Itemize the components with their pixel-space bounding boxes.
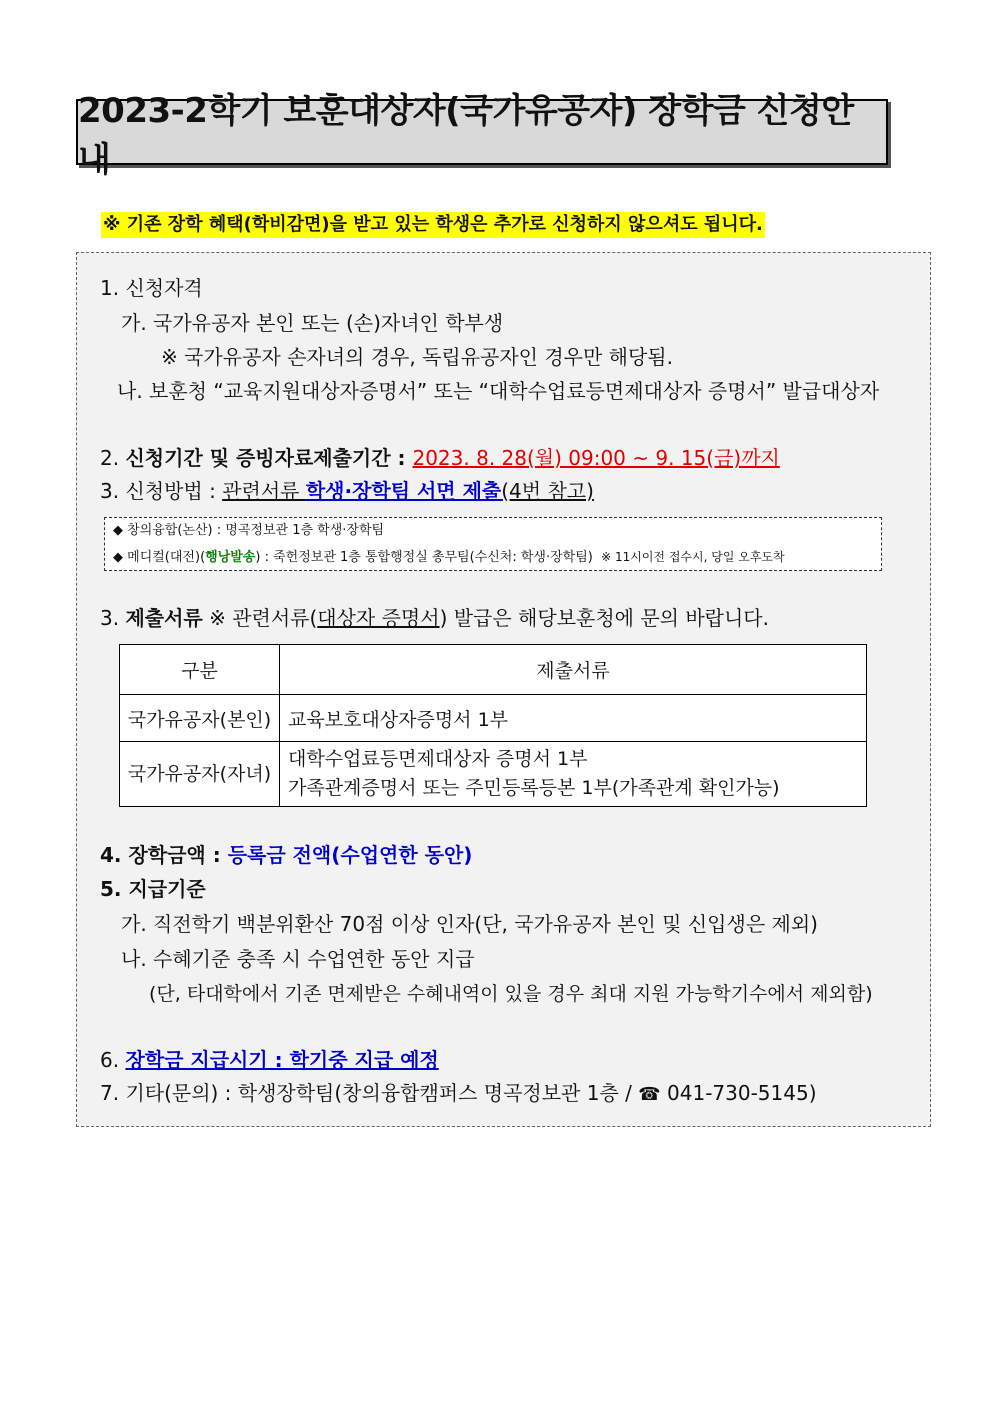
contact-text: 7. 기타(문의) : 학생장학팀(창의융합캠퍼스 명곡정보관 1층 / bbox=[100, 1081, 639, 1105]
table-cell-category: 국가유공자(본인) bbox=[120, 695, 280, 742]
period-value: 2023. 8. 28(월) 09:00 ~ 9. 15(금)까지 bbox=[412, 446, 780, 470]
criteria-item-a: 가. 직전학기 백분위환산 70점 이상 인자(단, 국가유공자 본인 및 신입생은 제외) bbox=[121, 912, 818, 936]
period-label: 신청기간 및 증빙자료제출기간 bbox=[125, 446, 391, 470]
table-cell-doc-line: 대학수업료등면제대상자 증명서 1부 bbox=[288, 748, 588, 770]
documents-note-pre: ※ 관련서류( bbox=[202, 606, 318, 630]
content-box bbox=[76, 252, 931, 1127]
documents-line bbox=[100, 604, 769, 632]
amount-line bbox=[100, 841, 472, 869]
documents-label: 제출서류 bbox=[125, 606, 203, 630]
payment-timing-line bbox=[100, 1046, 439, 1074]
amount-label: 4. 장학금액 : bbox=[100, 843, 228, 867]
criteria-heading: 5. 지급기준 bbox=[100, 877, 206, 901]
documents-table bbox=[119, 644, 867, 807]
criteria-note: (단, 타대학에서 기존 면제받은 수혜내역이 있을 경우 최대 지원 가능학기수에서 제외함) bbox=[149, 983, 873, 1005]
table-cell-documents: 교육보호대상자증명서 1부 bbox=[280, 695, 867, 742]
documents-number: 3. bbox=[100, 606, 126, 630]
table-row bbox=[120, 742, 867, 807]
eligibility-item-a: 가. 국가유공자 본인 또는 (손)자녀인 학부생 bbox=[121, 311, 504, 335]
period-line bbox=[100, 444, 780, 472]
table-cell-documents bbox=[280, 742, 867, 807]
table-header-row bbox=[120, 645, 867, 695]
campus-daejeon-pre: ◆ 메디컬(대전)( bbox=[113, 550, 206, 565]
table-cell-doc-line: 가족관계증명서 또는 주민등록등본 1부(가족관계 확인가능) bbox=[288, 777, 780, 799]
table-cell-category: 국가유공자(자녀) bbox=[120, 742, 280, 807]
campus-daejeon-post: ) : 죽헌정보관 1층 통합행정실 총무팀(수신처: 학생·장학팀) bbox=[255, 550, 593, 565]
table-header-documents: 제출서류 bbox=[280, 645, 867, 695]
notice-banner: ※ 기존 장학 혜택(학비감면)을 받고 있는 학생은 추가로 신청하지 않으셔도 됩니다. bbox=[101, 212, 765, 238]
documents-note-underlined: 대상자 증명서 bbox=[317, 606, 440, 630]
contact-line bbox=[100, 1079, 817, 1109]
page-title: 2023-2학기 보훈대상자(국가유공자) 장학금 신청안내 bbox=[76, 99, 888, 165]
method-docs: 관련서류 bbox=[222, 479, 306, 503]
contact-phone: 041-730-5145) bbox=[660, 1081, 817, 1105]
eligibility-heading: 1. 신청자격 bbox=[100, 276, 203, 300]
table-row bbox=[120, 695, 867, 742]
phone-icon: ☎ bbox=[638, 1084, 661, 1105]
table-header-category: 구분 bbox=[120, 645, 280, 695]
method-prefix: 3. 신청방법 : bbox=[100, 479, 223, 503]
payment-timing-value: 장학금 지급시기 : 학기중 지급 예정 bbox=[125, 1048, 439, 1072]
period-number: 2. bbox=[100, 446, 120, 470]
method-suffix: (4번 참고) bbox=[501, 479, 594, 503]
period-colon: : bbox=[390, 446, 413, 470]
eligibility-note: ※ 국가유공자 손자녀의 경우, 독립유공자인 경우만 해당됨. bbox=[161, 345, 673, 369]
campus-daejeon bbox=[113, 547, 785, 568]
method-line bbox=[100, 477, 594, 505]
documents-note-post: ) 발급은 해당보훈청에 문의 바랍니다. bbox=[439, 606, 769, 630]
amount-value: 등록금 전액(수업연한 동안) bbox=[227, 843, 473, 867]
criteria-item-b: 나. 수혜기준 충족 시 수업연한 동안 지급 bbox=[121, 947, 475, 971]
campus-daejeon-note: ※ 11시이전 접수시, 당일 오후도착 bbox=[601, 550, 785, 564]
campus-info-box bbox=[104, 517, 882, 571]
campus-nonsan: ◆ 창의융합(논산) : 명곡정보관 1층 학생·장학팀 bbox=[113, 523, 385, 538]
campus-daejeon-shipping: 행낭발송 bbox=[205, 550, 256, 565]
eligibility-item-b: 나. 보훈청 “교육지원대상자증명서” 또는 “대학수업료등면제대상자 증명서” 발급대상자 bbox=[117, 379, 880, 403]
method-emphasis: 학생·장학팀 서면 제출 bbox=[305, 479, 502, 503]
payment-timing-number: 6. bbox=[100, 1048, 126, 1072]
